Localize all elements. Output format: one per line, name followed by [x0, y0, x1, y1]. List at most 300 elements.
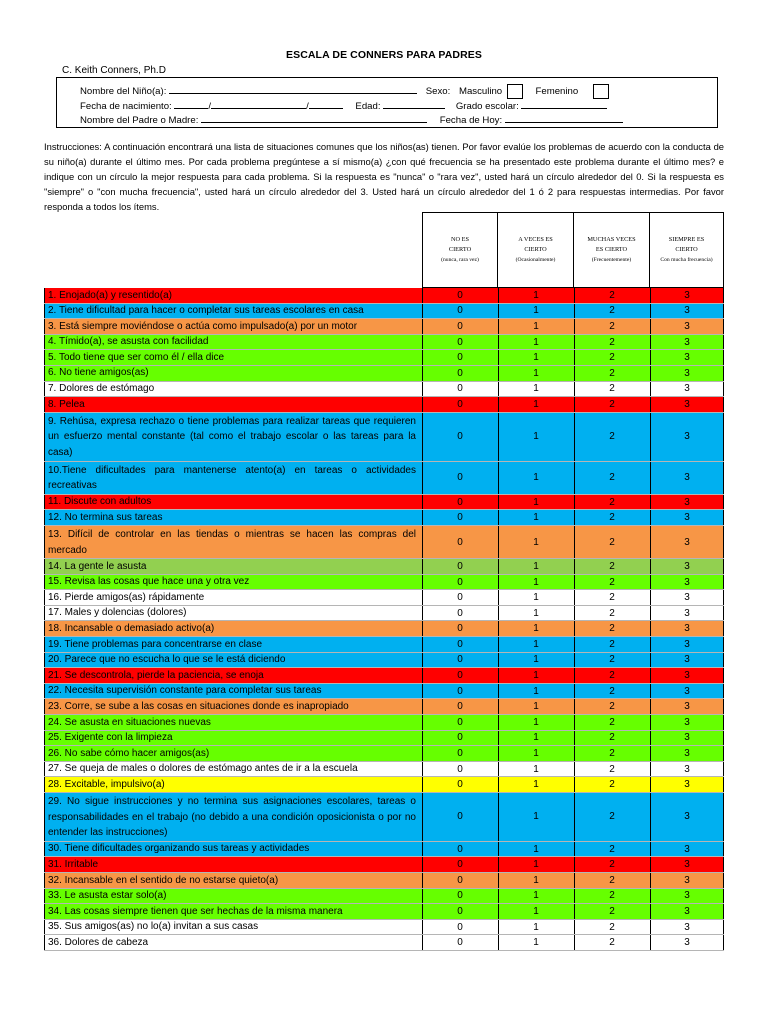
rating-2-option[interactable]: 2 — [609, 890, 615, 902]
dob-day-field[interactable] — [174, 99, 208, 109]
column-divider — [498, 653, 499, 668]
rating-3-option[interactable]: 3 — [684, 890, 690, 902]
table-row — [44, 699, 724, 715]
rating-0-option[interactable]: 0 — [457, 320, 463, 332]
rating-1-option[interactable]: 1 — [533, 576, 539, 588]
author: C. Keith Conners, Ph.D — [62, 65, 166, 76]
rating-3-option[interactable]: 3 — [684, 560, 690, 572]
rating-0-option[interactable]: 0 — [457, 859, 463, 871]
rating-2-option[interactable]: 2 — [609, 472, 615, 484]
column-divider — [723, 920, 724, 935]
column-divider — [574, 319, 575, 334]
column-divider — [574, 793, 575, 841]
item-text: 15. Revisa las cosas que hace una y otra vez — [48, 576, 250, 588]
column-divider — [574, 777, 575, 792]
column-divider — [723, 335, 724, 350]
column-divider — [498, 857, 499, 872]
column-divider — [422, 731, 423, 746]
column-header-0-sub: (nunca, rara vez) — [441, 257, 479, 263]
rating-3-option[interactable]: 3 — [684, 289, 690, 301]
column-divider — [574, 873, 575, 888]
rating-1-option[interactable]: 1 — [533, 352, 539, 364]
rating-2-option[interactable]: 2 — [609, 921, 615, 933]
rating-1-option[interactable]: 1 — [533, 496, 539, 508]
column-divider — [650, 699, 651, 714]
rating-1-option[interactable]: 1 — [533, 592, 539, 604]
column-divider — [422, 462, 423, 494]
rating-0-option[interactable]: 0 — [457, 905, 463, 917]
rating-3-option[interactable]: 3 — [684, 398, 690, 410]
rating-0-option[interactable]: 0 — [457, 701, 463, 713]
column-divider — [723, 889, 724, 904]
item-text: 24. Se asusta en situaciones nuevas — [48, 716, 211, 728]
rating-2-option[interactable]: 2 — [609, 560, 615, 572]
rating-2-option[interactable]: 2 — [609, 670, 615, 682]
column-divider — [498, 621, 499, 636]
column-divider — [422, 857, 423, 872]
instructions: Instrucciones: A continuación encontrará una lista de situaciones comunes que los niños(as) tienen. Por favor evalúe los problemas de acuerdo con la conducta de su niño(a) durante el último mes. Por cada problema pregúntese a sí mismo(a) ¿con qué frecuencia se ha presentado este problema durante el último mes? e indique con un círculo la mejor respuesta para cada problema. Si la respuesta es "nunca" o "rara vez", usted hará un círculo alrededor del 0. Si la respuesta es "siempre" o "con mucha frecuencia", usted hará un círculo alrededor del 3. Usted hará un círculo alrededor del 1 ó 2 para respuestas intermedias. Por favor responda a todos los ítems. — [44, 141, 724, 212]
rating-2-option[interactable]: 2 — [609, 431, 615, 443]
table-row — [44, 684, 724, 700]
column-divider — [498, 699, 499, 714]
rating-3-option[interactable]: 3 — [684, 496, 690, 508]
column-divider — [498, 637, 499, 652]
rating-1-option[interactable]: 1 — [533, 512, 539, 524]
rating-2-option[interactable]: 2 — [609, 576, 615, 588]
column-divider — [723, 904, 724, 919]
column-divider — [574, 904, 575, 919]
female-checkbox[interactable] — [593, 84, 609, 99]
rating-3-option[interactable]: 3 — [684, 811, 690, 823]
column-divider — [723, 590, 724, 605]
column-divider — [44, 413, 45, 461]
column-divider — [44, 397, 45, 412]
today-field[interactable] — [505, 113, 623, 123]
rating-2-option[interactable]: 2 — [609, 732, 615, 744]
item-text: 13. Difícil de controlar en las tiendas o mientras se hacen las compras del mercado — [48, 528, 416, 556]
column-divider — [422, 920, 423, 935]
rating-2-option[interactable]: 2 — [609, 905, 615, 917]
rating-0-option[interactable]: 0 — [457, 779, 463, 791]
item-text: 16. Pierde amigos(as) rápidamente — [48, 591, 205, 603]
rating-3-option[interactable]: 3 — [684, 536, 690, 548]
rating-3-option[interactable]: 3 — [684, 383, 690, 395]
column-divider — [723, 319, 724, 334]
rating-1-option[interactable]: 1 — [533, 654, 539, 666]
rating-2-option[interactable]: 2 — [609, 843, 615, 855]
column-divider — [498, 304, 499, 319]
rating-0-option[interactable]: 0 — [457, 592, 463, 604]
rating-0-option[interactable]: 0 — [457, 336, 463, 348]
rating-0-option[interactable]: 0 — [457, 431, 463, 443]
rating-1-option[interactable]: 1 — [533, 716, 539, 728]
rating-2-option[interactable]: 2 — [609, 937, 615, 949]
rating-0-option[interactable]: 0 — [457, 921, 463, 933]
rating-2-option[interactable]: 2 — [609, 623, 615, 635]
rating-1-option[interactable]: 1 — [533, 289, 539, 301]
column-divider — [574, 366, 575, 381]
column-divider — [574, 382, 575, 397]
item-text: 5. Todo tiene que ser como él / ella dice — [48, 351, 225, 363]
rating-2-option[interactable]: 2 — [609, 607, 615, 619]
table-row — [44, 382, 724, 398]
table-row — [44, 462, 724, 495]
column-divider — [723, 495, 724, 510]
rating-1-option[interactable]: 1 — [533, 811, 539, 823]
rating-2-option[interactable]: 2 — [609, 811, 615, 823]
table-row — [44, 777, 724, 793]
dob-year-field[interactable] — [309, 99, 343, 109]
rating-0-option[interactable]: 0 — [457, 472, 463, 484]
column-divider — [574, 304, 575, 319]
column-divider — [723, 715, 724, 730]
rating-1-option[interactable]: 1 — [533, 732, 539, 744]
rating-1-option[interactable]: 1 — [533, 623, 539, 635]
table-row — [44, 304, 724, 320]
column-divider — [44, 495, 45, 510]
rating-0-option[interactable]: 0 — [457, 289, 463, 301]
rating-0-option[interactable]: 0 — [457, 536, 463, 548]
rating-1-option[interactable]: 1 — [533, 874, 539, 886]
rating-3-option[interactable]: 3 — [684, 576, 690, 588]
rating-0-option[interactable]: 0 — [457, 305, 463, 317]
rating-2-option[interactable]: 2 — [609, 859, 615, 871]
rating-0-option[interactable]: 0 — [457, 937, 463, 949]
rating-0-option[interactable]: 0 — [457, 607, 463, 619]
female-label: Femenino — [535, 86, 579, 98]
rating-2-option[interactable]: 2 — [609, 383, 615, 395]
rating-0-option[interactable]: 0 — [457, 874, 463, 886]
column-divider — [574, 715, 575, 730]
rating-1-option[interactable]: 1 — [533, 336, 539, 348]
rating-2-option[interactable]: 2 — [609, 398, 615, 410]
column-divider — [422, 575, 423, 590]
column-header-3 — [649, 212, 724, 288]
column-divider — [650, 935, 651, 950]
rating-2-option[interactable]: 2 — [609, 701, 615, 713]
column-divider — [44, 935, 45, 950]
column-divider — [574, 684, 575, 699]
column-divider — [44, 699, 45, 714]
column-divider — [422, 510, 423, 525]
column-divider — [574, 510, 575, 525]
item-text: 28. Excitable, impulsivo(a) — [48, 778, 165, 790]
rating-3-option[interactable]: 3 — [684, 305, 690, 317]
rating-2-option[interactable]: 2 — [609, 536, 615, 548]
rating-0-option[interactable]: 0 — [457, 560, 463, 572]
rating-0-option[interactable]: 0 — [457, 352, 463, 364]
table-row — [44, 526, 724, 559]
column-divider — [650, 637, 651, 652]
name-field[interactable] — [169, 84, 417, 94]
rating-2-option[interactable]: 2 — [609, 496, 615, 508]
rating-3-option[interactable]: 3 — [684, 716, 690, 728]
column-divider — [650, 904, 651, 919]
column-divider — [422, 350, 423, 365]
item-text: 36. Dolores de cabeza — [48, 936, 149, 948]
column-divider — [422, 777, 423, 792]
rating-3-option[interactable]: 3 — [684, 748, 690, 760]
column-divider — [44, 304, 45, 319]
column-divider — [723, 304, 724, 319]
item-text: 34. Las cosas siempre tienen que ser hechas de la misma manera — [48, 905, 343, 917]
column-divider — [574, 495, 575, 510]
rating-3-option[interactable]: 3 — [684, 670, 690, 682]
rating-1-option[interactable]: 1 — [533, 431, 539, 443]
rating-1-option[interactable]: 1 — [533, 685, 539, 697]
rating-1-option[interactable]: 1 — [533, 472, 539, 484]
items-table — [44, 288, 724, 951]
column-divider — [650, 575, 651, 590]
rating-1-option[interactable]: 1 — [533, 383, 539, 395]
rating-0-option[interactable]: 0 — [457, 811, 463, 823]
rating-3-option[interactable]: 3 — [684, 472, 690, 484]
rating-2-option[interactable]: 2 — [609, 367, 615, 379]
column-divider — [422, 715, 423, 730]
column-divider — [422, 904, 423, 919]
column-divider — [723, 575, 724, 590]
column-divider — [650, 366, 651, 381]
column-divider — [498, 920, 499, 935]
rating-1-option[interactable]: 1 — [533, 937, 539, 949]
rating-1-option[interactable]: 1 — [533, 560, 539, 572]
rating-3-option[interactable]: 3 — [684, 685, 690, 697]
rating-1-option[interactable]: 1 — [533, 607, 539, 619]
table-row — [44, 873, 724, 889]
column-divider — [422, 319, 423, 334]
rating-2-option[interactable]: 2 — [609, 654, 615, 666]
rating-2-option[interactable]: 2 — [609, 874, 615, 886]
item-text: 6. No tiene amigos(as) — [48, 367, 149, 379]
column-divider — [44, 904, 45, 919]
rating-2-option[interactable]: 2 — [609, 716, 615, 728]
grade-field[interactable] — [521, 99, 607, 109]
rating-3-option[interactable]: 3 — [684, 701, 690, 713]
rating-3-option[interactable]: 3 — [684, 654, 690, 666]
rating-0-option[interactable]: 0 — [457, 732, 463, 744]
rating-1-option[interactable]: 1 — [533, 748, 539, 760]
rating-0-option[interactable]: 0 — [457, 890, 463, 902]
column-divider — [723, 668, 724, 683]
item-text: 20. Parece que no escucha lo que se le está diciendo — [48, 654, 286, 666]
rating-1-option[interactable]: 1 — [533, 305, 539, 317]
column-divider — [422, 873, 423, 888]
rating-2-option[interactable]: 2 — [609, 748, 615, 760]
rating-3-option[interactable]: 3 — [684, 336, 690, 348]
column-divider — [574, 935, 575, 950]
rating-0-option[interactable]: 0 — [457, 496, 463, 508]
rating-1-option[interactable]: 1 — [533, 536, 539, 548]
rating-1-option[interactable]: 1 — [533, 763, 539, 775]
rating-3-option[interactable]: 3 — [684, 592, 690, 604]
rating-0-option[interactable]: 0 — [457, 763, 463, 775]
rating-3-option[interactable]: 3 — [684, 779, 690, 791]
rating-0-option[interactable]: 0 — [457, 654, 463, 666]
column-divider — [723, 935, 724, 950]
column-divider — [44, 873, 45, 888]
column-divider — [574, 335, 575, 350]
column-divider — [650, 731, 651, 746]
column-divider — [723, 510, 724, 525]
rating-1-option[interactable]: 1 — [533, 890, 539, 902]
rating-2-option[interactable]: 2 — [609, 512, 615, 524]
column-divider — [422, 621, 423, 636]
rating-3-option[interactable]: 3 — [684, 352, 690, 364]
rating-3-option[interactable]: 3 — [684, 859, 690, 871]
rating-1-option[interactable]: 1 — [533, 398, 539, 410]
rating-0-option[interactable]: 0 — [457, 748, 463, 760]
column-divider — [498, 382, 499, 397]
rating-2-option[interactable]: 2 — [609, 638, 615, 650]
column-divider — [44, 335, 45, 350]
column-divider — [650, 526, 651, 558]
table-row — [44, 366, 724, 382]
rating-3-option[interactable]: 3 — [684, 607, 690, 619]
rating-1-option[interactable]: 1 — [533, 320, 539, 332]
rating-2-option[interactable]: 2 — [609, 305, 615, 317]
rating-3-option[interactable]: 3 — [684, 874, 690, 886]
column-divider — [650, 653, 651, 668]
column-divider — [422, 382, 423, 397]
dob-label: Fecha de nacimiento: — [80, 101, 172, 112]
column-divider — [574, 889, 575, 904]
rating-0-option[interactable]: 0 — [457, 638, 463, 650]
column-divider — [574, 857, 575, 872]
rating-1-option[interactable]: 1 — [533, 670, 539, 682]
rating-1-option[interactable]: 1 — [533, 859, 539, 871]
rating-1-option[interactable]: 1 — [533, 921, 539, 933]
rating-2-option[interactable]: 2 — [609, 685, 615, 697]
rating-3-option[interactable]: 3 — [684, 921, 690, 933]
column-header-3-line1: SIEMPRE ES — [668, 236, 705, 243]
column-divider — [498, 495, 499, 510]
column-divider — [723, 746, 724, 761]
column-divider — [422, 559, 423, 574]
rating-1-option[interactable]: 1 — [533, 367, 539, 379]
item-text: 7. Dolores de estómago — [48, 383, 155, 395]
column-divider — [44, 606, 45, 621]
column-divider — [44, 319, 45, 334]
rating-2-option[interactable]: 2 — [609, 592, 615, 604]
column-header-0 — [422, 212, 498, 288]
rating-2-option[interactable]: 2 — [609, 779, 615, 791]
column-divider — [422, 413, 423, 461]
parent-field[interactable] — [201, 113, 427, 123]
column-divider — [574, 590, 575, 605]
item-text: 10.Tiene dificultades para mantenerse atento(a) en tareas o actividades recreativas — [48, 464, 416, 492]
column-divider — [44, 762, 45, 777]
info-line-2: Fecha de nacimiento: / / Edad: Grado escolar: — [80, 99, 607, 112]
item-text: 35. Sus amigos(as) no lo(a) invitan a sus casas — [48, 921, 259, 933]
rating-0-option[interactable]: 0 — [457, 512, 463, 524]
rating-3-option[interactable]: 3 — [684, 843, 690, 855]
column-divider — [574, 653, 575, 668]
rating-0-option[interactable]: 0 — [457, 576, 463, 588]
column-divider — [574, 668, 575, 683]
table-row — [44, 668, 724, 684]
column-divider — [422, 699, 423, 714]
column-header-0-line2: CIERTO — [448, 246, 472, 253]
rating-0-option[interactable]: 0 — [457, 623, 463, 635]
rating-3-option[interactable]: 3 — [684, 320, 690, 332]
rating-3-option[interactable]: 3 — [684, 638, 690, 650]
rating-3-option[interactable]: 3 — [684, 431, 690, 443]
item-text: 4. Tímido(a), se asusta con facilidad — [48, 336, 209, 348]
table-row — [44, 920, 724, 936]
column-divider — [44, 621, 45, 636]
table-row — [44, 606, 724, 622]
table-row — [44, 621, 724, 637]
table-row — [44, 350, 724, 366]
rating-3-option[interactable]: 3 — [684, 937, 690, 949]
rating-0-option[interactable]: 0 — [457, 398, 463, 410]
column-header-2-line1: MUCHAS VECES — [587, 236, 636, 243]
column-divider — [574, 413, 575, 461]
item-text: 33. Le asusta estar solo(a) — [48, 890, 167, 902]
column-divider — [650, 590, 651, 605]
column-divider — [498, 935, 499, 950]
column-divider — [44, 637, 45, 652]
column-divider — [422, 653, 423, 668]
info-box — [56, 77, 718, 128]
column-divider — [650, 319, 651, 334]
rating-3-option[interactable]: 3 — [684, 732, 690, 744]
rating-3-option[interactable]: 3 — [684, 512, 690, 524]
rating-1-option[interactable]: 1 — [533, 779, 539, 791]
table-row — [44, 575, 724, 591]
rating-3-option[interactable]: 3 — [684, 623, 690, 635]
column-divider — [44, 510, 45, 525]
rating-2-option[interactable]: 2 — [609, 763, 615, 775]
rating-2-option[interactable]: 2 — [609, 336, 615, 348]
dob-month-field[interactable] — [211, 99, 306, 109]
rating-1-option[interactable]: 1 — [533, 638, 539, 650]
column-divider — [44, 288, 45, 303]
rating-1-option[interactable]: 1 — [533, 701, 539, 713]
column-divider — [650, 382, 651, 397]
column-divider — [650, 495, 651, 510]
rating-0-option[interactable]: 0 — [457, 383, 463, 395]
rating-3-option[interactable]: 3 — [684, 905, 690, 917]
column-divider — [498, 684, 499, 699]
rating-2-option[interactable]: 2 — [609, 352, 615, 364]
column-header-0-line1: NO ES — [450, 236, 470, 243]
column-divider — [650, 668, 651, 683]
column-divider — [723, 684, 724, 699]
rating-0-option[interactable]: 0 — [457, 670, 463, 682]
today-label: Fecha de Hoy: — [439, 115, 503, 126]
rating-2-option[interactable]: 2 — [609, 320, 615, 332]
column-divider — [44, 842, 45, 857]
rating-0-option[interactable]: 0 — [457, 716, 463, 728]
rating-0-option[interactable]: 0 — [457, 367, 463, 379]
column-divider — [723, 873, 724, 888]
rating-3-option[interactable]: 3 — [684, 763, 690, 775]
column-divider — [574, 606, 575, 621]
rating-1-option[interactable]: 1 — [533, 843, 539, 855]
rating-1-option[interactable]: 1 — [533, 905, 539, 917]
rating-2-option[interactable]: 2 — [609, 289, 615, 301]
rating-0-option[interactable]: 0 — [457, 843, 463, 855]
rating-3-option[interactable]: 3 — [684, 367, 690, 379]
column-divider — [498, 842, 499, 857]
table-row — [44, 637, 724, 653]
age-field[interactable] — [383, 99, 445, 109]
rating-0-option[interactable]: 0 — [457, 685, 463, 697]
age-label: Edad: — [355, 101, 381, 112]
male-checkbox[interactable] — [507, 84, 523, 99]
item-text: 19. Tiene problemas para concentrarse en clase — [48, 638, 263, 650]
